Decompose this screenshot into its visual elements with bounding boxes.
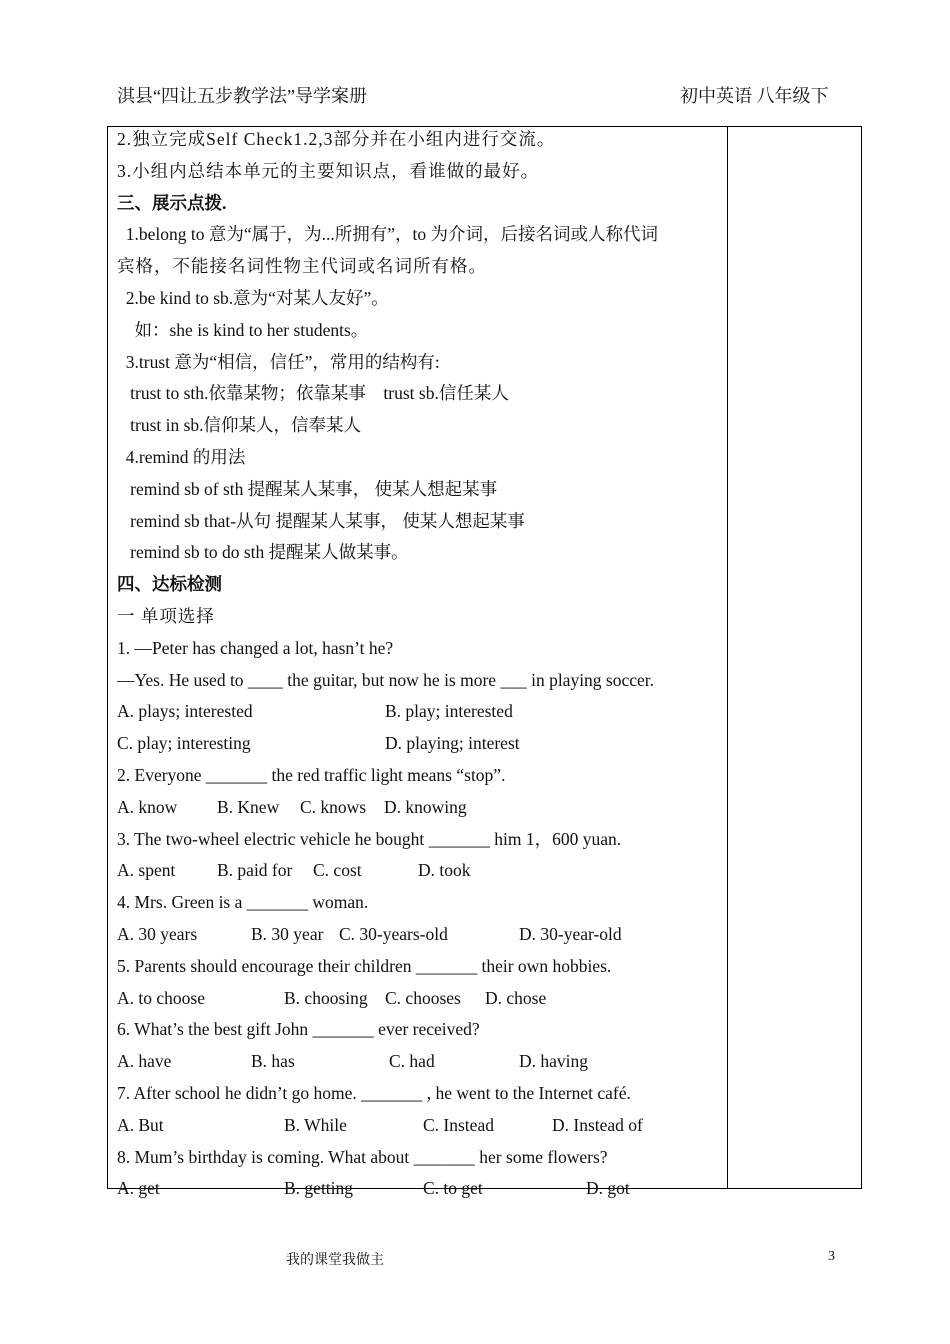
question-1-options-cd bbox=[117, 728, 722, 760]
question-6-options bbox=[117, 1046, 722, 1078]
option: C. chooses bbox=[385, 987, 461, 1008]
option: D. playing; interest bbox=[385, 733, 520, 754]
option: C. Instead bbox=[423, 1114, 494, 1135]
question-8: 8. Mum’s birthday is coming. What about _______ her some flowers? bbox=[117, 1146, 608, 1167]
question-3-options bbox=[117, 855, 722, 887]
question-8-options bbox=[117, 1173, 722, 1205]
question-4: 4. Mrs. Green is a _______ woman. bbox=[117, 892, 369, 913]
note-trust-in: trust in sb.信仰某人，信奉某人 bbox=[117, 415, 362, 436]
option: B. has bbox=[251, 1051, 295, 1072]
option: D. got bbox=[586, 1178, 630, 1199]
note-remind-to: remind sb to do sth 提醒某人做某事。 bbox=[117, 542, 409, 563]
option: D. knowing bbox=[384, 796, 467, 817]
note-trust-to: trust to sth.依靠某物；依靠某事 trust sb.信任某人 bbox=[117, 383, 509, 404]
section-heading-showcase: 三、展示点拨. bbox=[117, 192, 227, 213]
question-1: 1. —Peter has changed a lot, hasn’t he? bbox=[117, 637, 394, 658]
question-5-options bbox=[117, 983, 722, 1015]
option: C. to get bbox=[423, 1178, 483, 1199]
option: A. know bbox=[117, 796, 178, 817]
main-content bbox=[117, 124, 722, 1205]
step-line-3: 3.小组内总结本单元的主要知识点，看谁做的最好。 bbox=[117, 160, 540, 181]
option: B. play; interested bbox=[385, 701, 513, 722]
question-4-options bbox=[117, 919, 722, 951]
option: B. getting bbox=[284, 1178, 354, 1199]
option: D. 30-year-old bbox=[519, 923, 622, 944]
option: D. having bbox=[519, 1051, 589, 1072]
question-3: 3. The two-wheel electric vehicle he bought _______ him 1，600 yuan. bbox=[117, 828, 622, 849]
option: C. cost bbox=[313, 860, 362, 881]
option: D. took bbox=[418, 860, 471, 881]
option: A. plays; interested bbox=[117, 701, 253, 722]
step-line-2: 2.独立完成Self Check1.2,3部分并在小组内进行交流。 bbox=[117, 129, 556, 149]
option: D. chose bbox=[485, 987, 547, 1008]
note-be-kind-to: 2.be kind to sb.意为“对某人友好”。 bbox=[117, 287, 389, 308]
note-example: 如：she is kind to her students。 bbox=[117, 319, 369, 340]
question-2-options bbox=[117, 792, 722, 824]
question-6: 6. What’s the best gift John _______ ever received? bbox=[117, 1019, 480, 1040]
note-remind-that: remind sb that-从句 提醒某人某事， 使某人想起某事 bbox=[117, 510, 525, 531]
option: B. While bbox=[284, 1114, 347, 1135]
option: C. play; interesting bbox=[117, 733, 251, 754]
column-divider bbox=[727, 127, 728, 1188]
question-7-options bbox=[117, 1110, 722, 1142]
subsection-single-choice: 一 单项选择 bbox=[117, 605, 215, 626]
option: A. spent bbox=[117, 860, 176, 881]
question-2: 2. Everyone _______ the red traffic light means “stop”. bbox=[117, 764, 506, 785]
option: B. 30 year bbox=[251, 923, 324, 944]
note-belong-to-cont: 宾格，不能接名词性物主代词或名词所有格。 bbox=[117, 256, 487, 277]
option: A. get bbox=[117, 1178, 160, 1199]
footer-motto: 我的课堂我做主 bbox=[286, 1253, 384, 1268]
note-belong-to: 1.belong to 意为“属于，为...所拥有”，to 为介词，后接名词或人称代词 bbox=[117, 224, 659, 245]
option: D. Instead of bbox=[552, 1114, 643, 1135]
option: C. knows bbox=[300, 796, 367, 817]
header-title-right: 初中英语 八年级下 bbox=[680, 86, 829, 106]
note-trust: 3.trust 意为“相信，信任”，常用的结构有: bbox=[117, 351, 440, 372]
question-1-line2: —Yes. He used to ____ the guitar, but now he is more ___ in playing soccer. bbox=[117, 669, 655, 690]
section-heading-test: 四、达标检测 bbox=[117, 574, 222, 595]
option: C. 30-years-old bbox=[339, 923, 448, 944]
option: C. had bbox=[389, 1051, 435, 1072]
note-remind-of: remind sb of sth 提醒某人某事， 使某人想起某事 bbox=[117, 478, 498, 499]
option: B. choosing bbox=[284, 987, 368, 1008]
option: B. Knew bbox=[217, 796, 280, 817]
option: A. have bbox=[117, 1051, 172, 1072]
question-1-options-ab bbox=[117, 696, 722, 728]
question-5: 5. Parents should encourage their children _______ their own hobbies. bbox=[117, 955, 612, 976]
option: B. paid for bbox=[217, 860, 293, 881]
note-remind: 4.remind 的用法 bbox=[117, 446, 246, 467]
option: A. But bbox=[117, 1114, 164, 1135]
page-number: 3 bbox=[828, 1249, 835, 1264]
option: A. 30 years bbox=[117, 923, 198, 944]
option: A. to choose bbox=[117, 987, 205, 1008]
header-title-left: 淇县“四让五步教学法”导学案册 bbox=[117, 86, 367, 106]
question-7: 7. After school he didn’t go home. _______ , he went to the Internet café. bbox=[117, 1082, 631, 1103]
